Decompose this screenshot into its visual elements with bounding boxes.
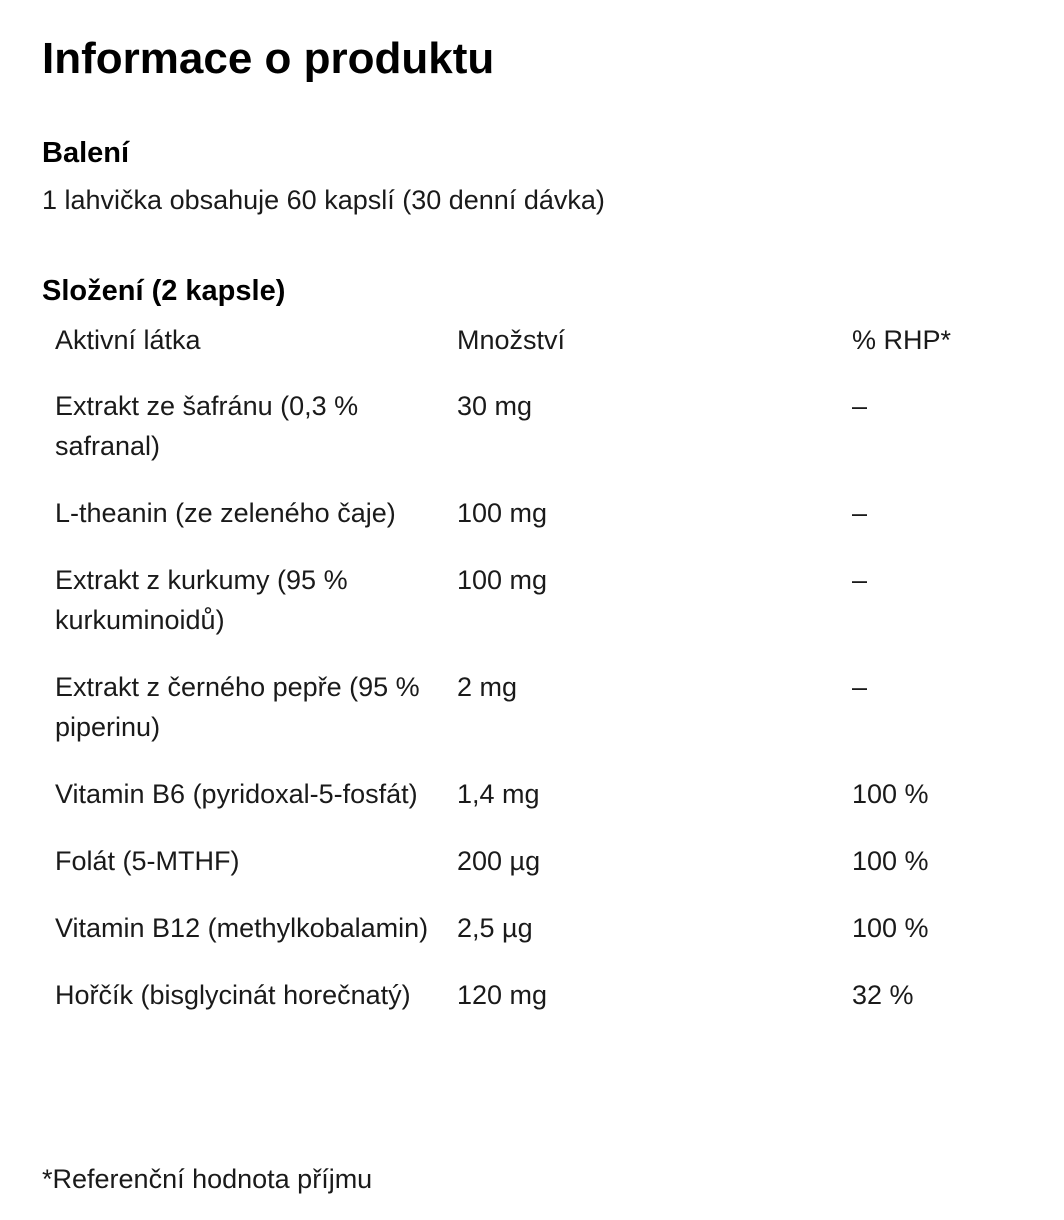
- packaging-heading: Balení: [42, 137, 130, 169]
- page-title: Informace o produktu: [42, 34, 495, 83]
- rhp-cell: 100 %: [852, 913, 929, 943]
- amount-cell: 120 mg: [457, 980, 548, 1010]
- table-row: [42, 663, 1034, 770]
- column-header-substance: Aktivní látka: [55, 325, 201, 355]
- column-header-amount: Množství: [457, 325, 566, 355]
- amount-cell: 2,5 µg: [457, 913, 533, 943]
- rhp-cell: 100 %: [852, 779, 929, 809]
- rhp-cell: –: [852, 565, 868, 595]
- table-row: [42, 904, 1034, 971]
- composition-heading: Složení (2 kapsle): [42, 275, 286, 307]
- table-row: [42, 837, 1034, 904]
- rhp-cell: –: [852, 391, 868, 421]
- substance-cell: Extrakt z černého pepře (95 % piperinu): [55, 672, 420, 742]
- substance-cell: Extrakt ze šafránu (0,3 % safranal): [55, 391, 359, 461]
- amount-cell: 2 mg: [457, 672, 518, 702]
- table-row: [42, 489, 1034, 556]
- substance-cell: Vitamin B12 (methylkobalamin): [55, 913, 429, 943]
- rhp-footnote: *Referenční hodnota příjmu: [42, 1164, 373, 1194]
- amount-cell: 100 mg: [457, 498, 548, 528]
- table-row: [42, 556, 1034, 663]
- table-header-row: [42, 315, 1034, 382]
- amount-cell: 30 mg: [457, 391, 533, 421]
- rhp-cell: –: [852, 672, 868, 702]
- rhp-cell: 100 %: [852, 846, 929, 876]
- substance-cell: L-theanin (ze zeleného čaje): [55, 498, 396, 528]
- rhp-cell: –: [852, 498, 868, 528]
- amount-cell: 200 µg: [457, 846, 541, 876]
- table-row: [42, 382, 1034, 489]
- composition-table: [42, 315, 1034, 1038]
- substance-cell: Folát (5-MTHF): [55, 846, 240, 876]
- substance-cell: Hořčík (bisglycinát horečnatý): [55, 980, 411, 1010]
- substance-cell: Vitamin B6 (pyridoxal-5-fosfát): [55, 779, 418, 809]
- substance-cell: Extrakt z kurkumy (95 % kurkuminoidů): [55, 565, 348, 635]
- table-row: [42, 770, 1034, 837]
- rhp-cell: 32 %: [852, 980, 914, 1010]
- packaging-text: 1 lahvička obsahuje 60 kapslí (30 denní dávka): [42, 185, 605, 215]
- amount-cell: 100 mg: [457, 565, 548, 595]
- amount-cell: 1,4 mg: [457, 779, 540, 809]
- column-header-rhp: % RHP*: [852, 325, 952, 355]
- table-row: [42, 971, 1034, 1038]
